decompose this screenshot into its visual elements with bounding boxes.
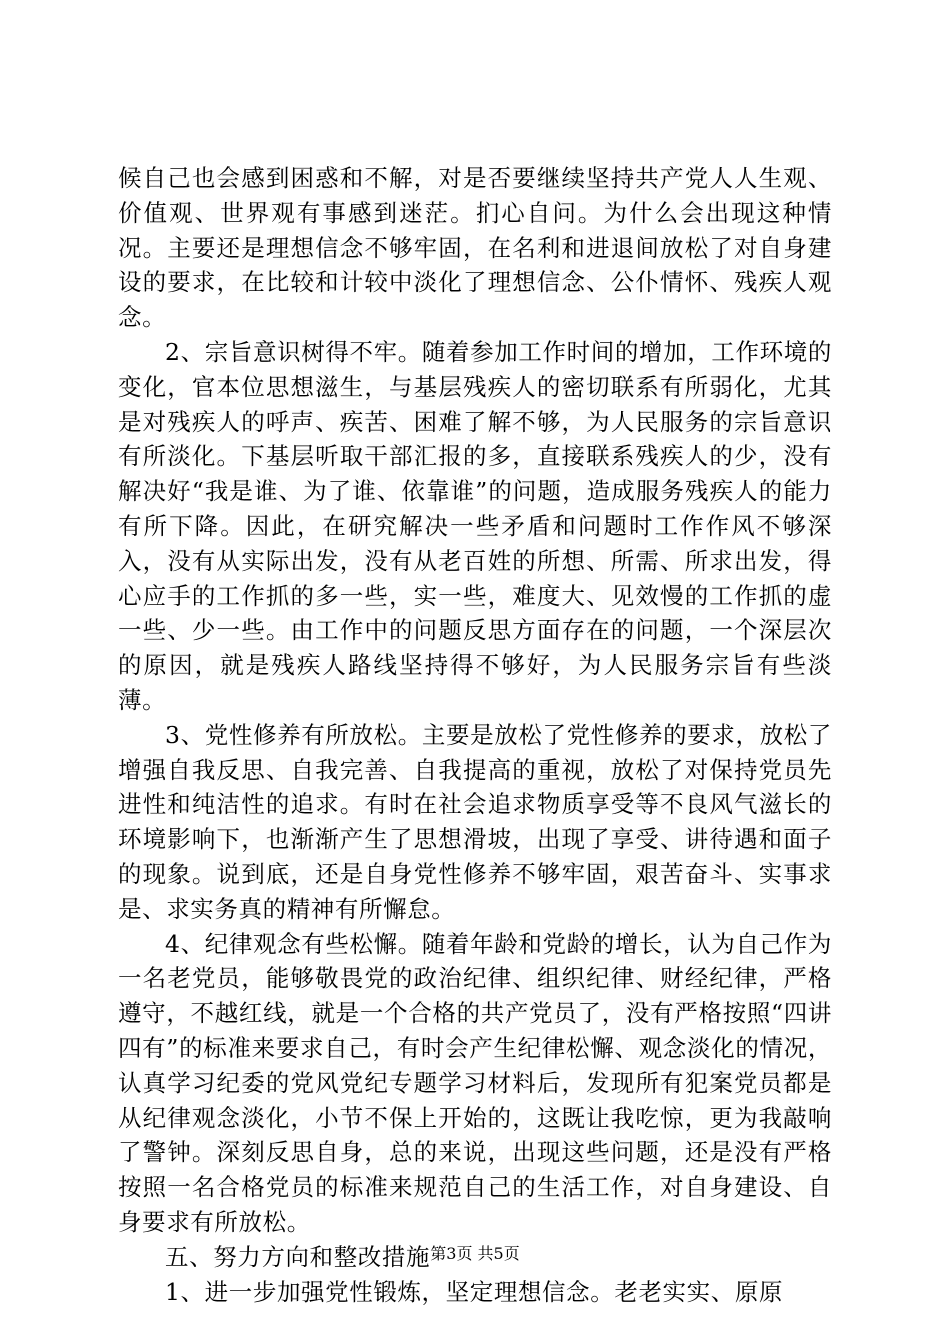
paragraph-continuation: 候自己也会感到困惑和不解，对是否要继续坚持共产党人人生观、价值观、世界观有事感到迷茫。扪心自问。为什么会出现这种情况。主要还是理想信念不够牢固，在名利和进退间放松了对自身建设的要求，在比较和计较中淡化了理想信念、公仆情怀、残疾人观念。 [118,164,832,332]
section-heading-rectification: 五、努力方向和整改措施 [165,1242,431,1271]
paragraph-purpose-awareness: 2、宗旨意识树得不牢。随着参加工作时间的增加，工作环境的变化，官本位思想滋生，与基层残疾人的密切联系有所弱化，尤其是对残疾人的呼声、疾苦、困难了解不够，为人民服务的宗旨意识有所淡化。下基层听取干部汇报的多，直接联系残疾人的少，没有解决好“我是谁、为了谁、依靠谁”的问题，造成服务残疾人的能力有所下降。因此，在研究解决一些矛盾和问题时工作作风不够深入，没有从实际出发，没有从老百姓的所想、所需、所求出发，得心应手的工作抓的多一些，实一些，难度大、见效慢的工作抓的虚一些、少一些。由工作中的问题反思方面存在的问题，一个深层次的原因，就是残疾人路线坚持得不够好，为人民服务宗旨有些淡薄。 [118,337,832,714]
paragraph-party-cultivation: 3、党性修养有所放松。主要是放松了党性修养的要求，放松了增强自我反思、自我完善、自我提高的重视，放松了对保持党员先进性和纯洁性的追求。有时在社会追求物质享受等不良风气滋长的环境影响下，也渐渐产生了思想滑坡，出现了享受、讲待遇和面子的现象。说到底，还是自身党性修养不够牢固，艰苦奋斗、实事求是、求实务真的精神有所懈怠。 [118,720,832,923]
page-number: 第3页 共5页 [430,1244,520,1263]
document-body [118,161,832,1309]
paragraph-discipline: 4、纪律观念有些松懈。随着年龄和党龄的增长，认为自己作为一名老党员，能够敬畏党的政治纪律、组织纪律、财经纪律，严格遵守，不越红线，就是一个合格的共产党员了，没有严格按照“四讲四有”的标准来要求自己，有时会产生纪律松懈、观念淡化的情况，认真学习纪委的党风党纪专题学习材料后，发现所有犯案党员都是从纪律观念淡化，小节不保上开始的，这既让我吃惊，更为我敲响了警钟。深刻反思自身，总的来说，出现这些问题，还是没有严格按照一名合格党员的标准来规范自己的生活工作，对自身建设、自身要求有所放松。 [118,929,832,1236]
paragraph-rectification-1: 1、进一步加强党性锻炼，坚定理想信念。老老实实、原原 [165,1277,784,1306]
